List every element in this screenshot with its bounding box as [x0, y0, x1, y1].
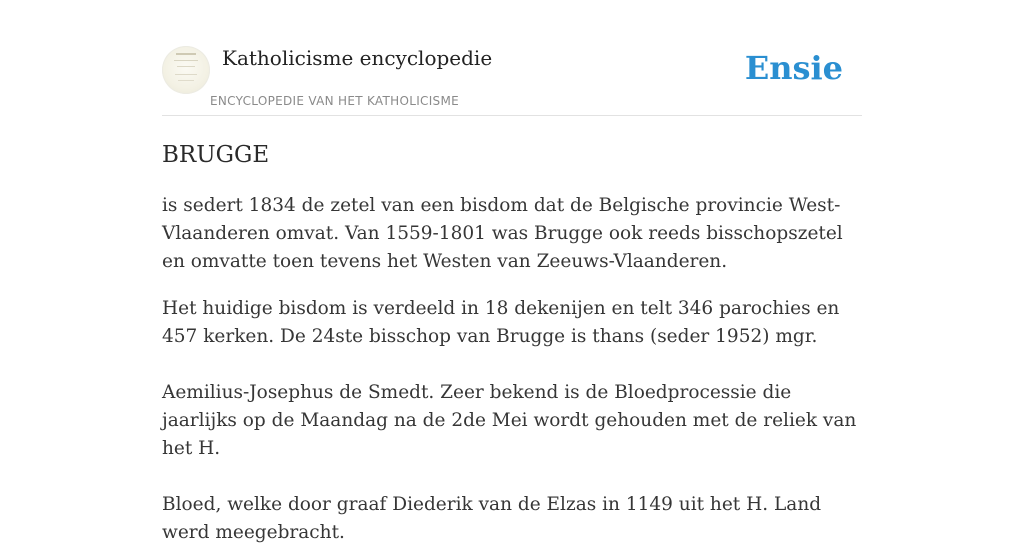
article — [162, 135, 867, 547]
article-paragraph: Bloed, welke door graaf Diederik van de Elzas in 1149 uit het H. Land werd meegebracht. — [162, 494, 822, 543]
article-paragraph: Aemilius-Josephus de Smedt. Zeer bekend is de Bloedprocessie die jaarlijks op de Maandag na de 2de Mei wordt gehouden met de reliek van het H. — [162, 382, 857, 459]
article-paragraph: is sedert 1834 de zetel van een bisdom dat de Belgische provincie West-Vlaanderen omvat. Van 1559-1801 was Brugge ook reeds bisschopszetel en omvatte toen tevens het Westen van Zeeuws-Vlaanderen. — [162, 195, 843, 272]
encyclopedia-logo[interactable] — [162, 46, 210, 94]
site-title[interactable]: Katholicisme encyclopedie — [222, 46, 493, 70]
article-title: BRUGGE — [162, 142, 270, 168]
article-paragraph: Het huidige bisdom is verdeeld in 18 dekenijen en telt 346 parochies en 457 kerken. De 24ste bisschop van Brugge is thans (seder 1952) mgr. — [162, 298, 840, 347]
site-subtitle: ENCYCLOPEDIE VAN HET KATHOLICISME — [210, 94, 459, 108]
ensie-brand-logo[interactable]: Ensie — [744, 49, 843, 87]
site-header — [162, 40, 862, 116]
